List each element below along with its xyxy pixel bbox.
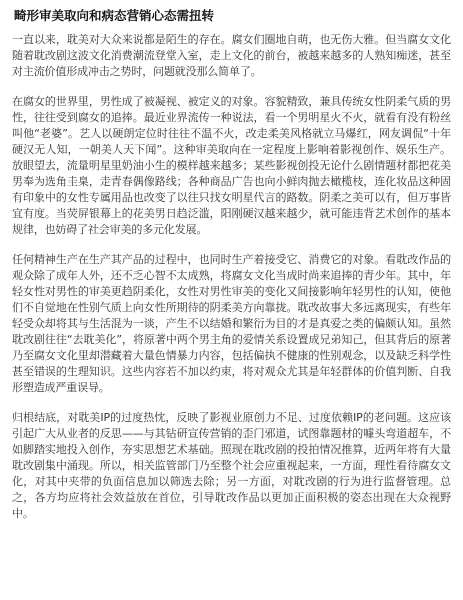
article-paragraph-3: 任何精神生产在生产其产品的过程中，也同时生产着接受它、消费它的对象。看耽改作品的观众除了成年人外，还不乏心智不太成熟，将腐女文化当成时尚来追捧的青少年。其中，年轻女性对男性的审美更趋阴柔化，女性对男性审美的变化又间接影响年轻男性的认知，使他们不自觉地在性别气质上向女性所期待的阴柔美方向靠拢。耽改故事大多远离现实，有些年轻受众却将其与生活混为一谈，产生不以结婚和繁衍为目的才是真爱之类的偏颇认知。虽然耽改剧往往“去耽美化”，将原著中两个男主角的爱情关系设置成兄弟知己，但其背后的原著乃至腐女文化里却潜藏着大量色情暴力内容，包括偏执不健康的性别观念，以及缺乏科学性甚至错误的生理知识。这些内容若不加以约束，将对观众尤其是年轻群体的价值判断、自我形塑造成严重误导。 xyxy=(12,253,451,394)
article-title: 畸形审美取向和病态营销心态需扭转 xyxy=(14,8,215,23)
article-paragraph-4: 归根结底，对耽美IP的过度热忱，反映了影视业原创力不足、过度依赖IP的老问题。这应该引起广大从业者的反思——与其钻研宣传营销的歪门邪道，试图靠题材的噱头弯道超车，不如脚踏实地投入创作，夯实思想艺术基础。照现在耽改剧的投拍情况推算，近两年将有大量耽改剧集中涌现。所以，相关监管部门乃至整个社会应重视起来，一方面，理性看待腐女文化，对其中夹带的负面信息加以筛选去除；另一方面，对耽改剧的行为进行监督管理。总之，各方均应将社会效益放在首位，引导耽改作品以更加正面积极的姿态出现在大众视野中。 xyxy=(12,411,451,520)
article-paragraph-1: 一直以来，耽美对大众来说都是陌生的存在。腐女们圈地自萌，也无伤大雅。但当腐女文化随着耽改剧这波文化消费潮流登堂入室，走上文化的前台，被越来越多的人熟知痴迷，甚至对主流价值形成冲击之势时，问题就没那么简单了。 xyxy=(12,33,451,78)
article-paragraph-2: 在腐女的世界里，男性成了被凝视、被定义的对象。容貌精致，兼具传统女性阴柔气质的男性，往往受到腐女的追捧。最近业界流传一种说法，看一个男明星火不火，就看有没有粉丝叫他“老婆”。艺人以硬朗定位时往往不温不火，改走柔美风格就立马爆红，网友调侃“十年硬汉无人知，一朝美人天下闻”。这种审美取向在一定程度上影响着影视创作、娱乐生产。放眼望去，流量明星里奶油小生的模样越来越多；某些影视创投无论什么剧情题材都把花美男奉为选角圭臬，走青春偶像路线；各种商品广告也向小鲜肉抛去橄榄枝，连化妆品这种固有印象中的女性专属用品也改变了以往只找女明星代言的路数。阴柔之美可以有，但万事皆宜有度。当荧屏银幕上的花美男日趋泛滥，阳刚硬汉越来越少，就可能违背艺术创作的基本规律，也妨碍了社会审美的多元化发展。 xyxy=(12,95,451,236)
